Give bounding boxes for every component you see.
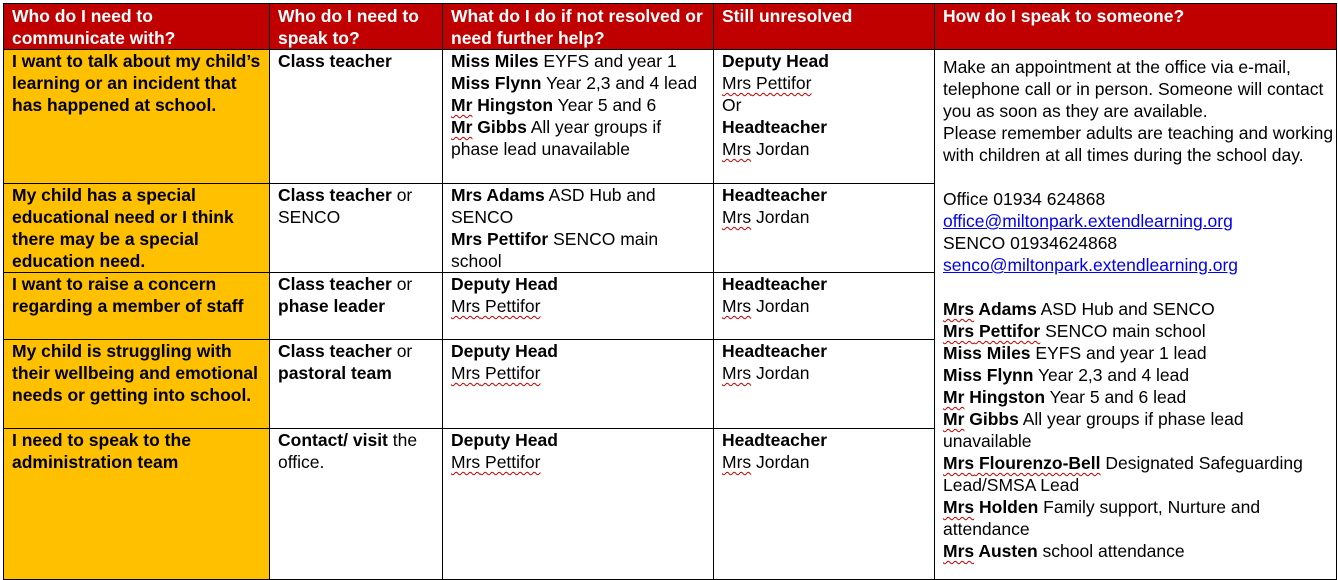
header-not-resolved: What do I do if not resolved or need further help? — [443, 4, 714, 50]
header-who-speak: Who do I need to speak to? — [270, 4, 443, 50]
table-row — [4, 50, 1337, 184]
header-row — [4, 4, 1337, 50]
speak-to-cell: Contact/ visit the office. — [270, 429, 443, 580]
contact-reminder: Please remember adults are teaching and working with children at all times during the school day. — [943, 123, 1334, 165]
unresolved-cell: Headteacher Mrs Jordan — [714, 184, 935, 273]
list-item: Miss Miles EYFS and year 1 lead — [943, 343, 1207, 363]
question-cell: I need to speak to the administration team — [4, 429, 270, 580]
unresolved-cell: Headteacher Mrs Jordan — [714, 340, 935, 429]
unresolved-cell: Headteacher Mrs Jordan — [714, 273, 935, 340]
help-cell: Miss Miles EYFS and year 1 Miss Flynn Year 2,3 and 4 lead Mr Hingston Year 5 and 6 Mr Gibbs All year groups if phase lead unavailable — [443, 50, 714, 184]
office-phone: Office 01934 624868 — [943, 189, 1106, 209]
communication-table — [3, 3, 1337, 580]
speak-to-cell: Class teacher or pastoral team — [270, 340, 443, 429]
question-cell: My child is struggling with their wellbeing and emotional needs or getting into school. — [4, 340, 270, 429]
help-cell: Deputy Head Mrs Pettifor — [443, 273, 714, 340]
unresolved-cell: Headteacher Mrs Jordan — [714, 429, 935, 580]
list-item: Mr Gibbs All year groups if phase lead unavailable — [943, 409, 1244, 451]
question-cell: I want to raise a concern regarding a member of staff — [4, 273, 270, 340]
list-item: Mrs Flourenzo-Bell Designated Safeguarding Lead/SMSA Lead — [943, 453, 1303, 495]
speak-to-cell: Class teacher or phase leader — [270, 273, 443, 340]
senco-email-link[interactable]: senco@miltonpark.extendlearning.org — [943, 255, 1239, 275]
help-cell: Deputy Head Mrs Pettifor — [443, 340, 714, 429]
question-cell: My child has a special educational need or I think there may be a special education need. — [4, 184, 270, 273]
help-cell: Deputy Head Mrs Pettifor — [443, 429, 714, 580]
staff-list — [943, 298, 1336, 562]
header-who-communicate: Who do I need to communicate with? — [4, 4, 270, 50]
list-item: Mrs Pettifor SENCO main school — [943, 321, 1206, 341]
list-item: Mrs Austen school attendance — [943, 541, 1185, 561]
senco-phone: SENCO 01934624868 — [943, 233, 1118, 253]
question-cell: I want to talk about my child’s learning or an incident that has happened at school. — [4, 50, 270, 184]
list-item: Mrs Holden Family support, Nurture and attendance — [943, 497, 1261, 539]
header-how-speak: How do I speak to someone? — [935, 4, 1337, 50]
office-email-link[interactable]: office@miltonpark.extendlearning.org — [943, 211, 1233, 231]
speak-to-cell: Class teacher or SENCO — [270, 184, 443, 273]
contact-intro: Make an appointment at the office via e-mail, telephone call or in person. Someone will contact you as soon as they are available. — [943, 57, 1324, 121]
list-item: Mr Hingston Year 5 and 6 lead — [943, 387, 1187, 407]
help-cell: Mrs Adams ASD Hub and SENCO Mrs Pettifor SENCO main school — [443, 184, 714, 273]
unresolved-cell: Deputy Head Mrs Pettifor Or Headteacher Mrs Jordan — [714, 50, 935, 184]
contact-cell — [935, 50, 1337, 580]
speak-to-cell: Class teacher — [270, 50, 443, 184]
header-still-unresolved: Still unresolved — [714, 4, 935, 50]
list-item: Mrs Adams ASD Hub and SENCO — [943, 299, 1215, 319]
list-item: Miss Flynn Year 2,3 and 4 lead — [943, 365, 1190, 385]
